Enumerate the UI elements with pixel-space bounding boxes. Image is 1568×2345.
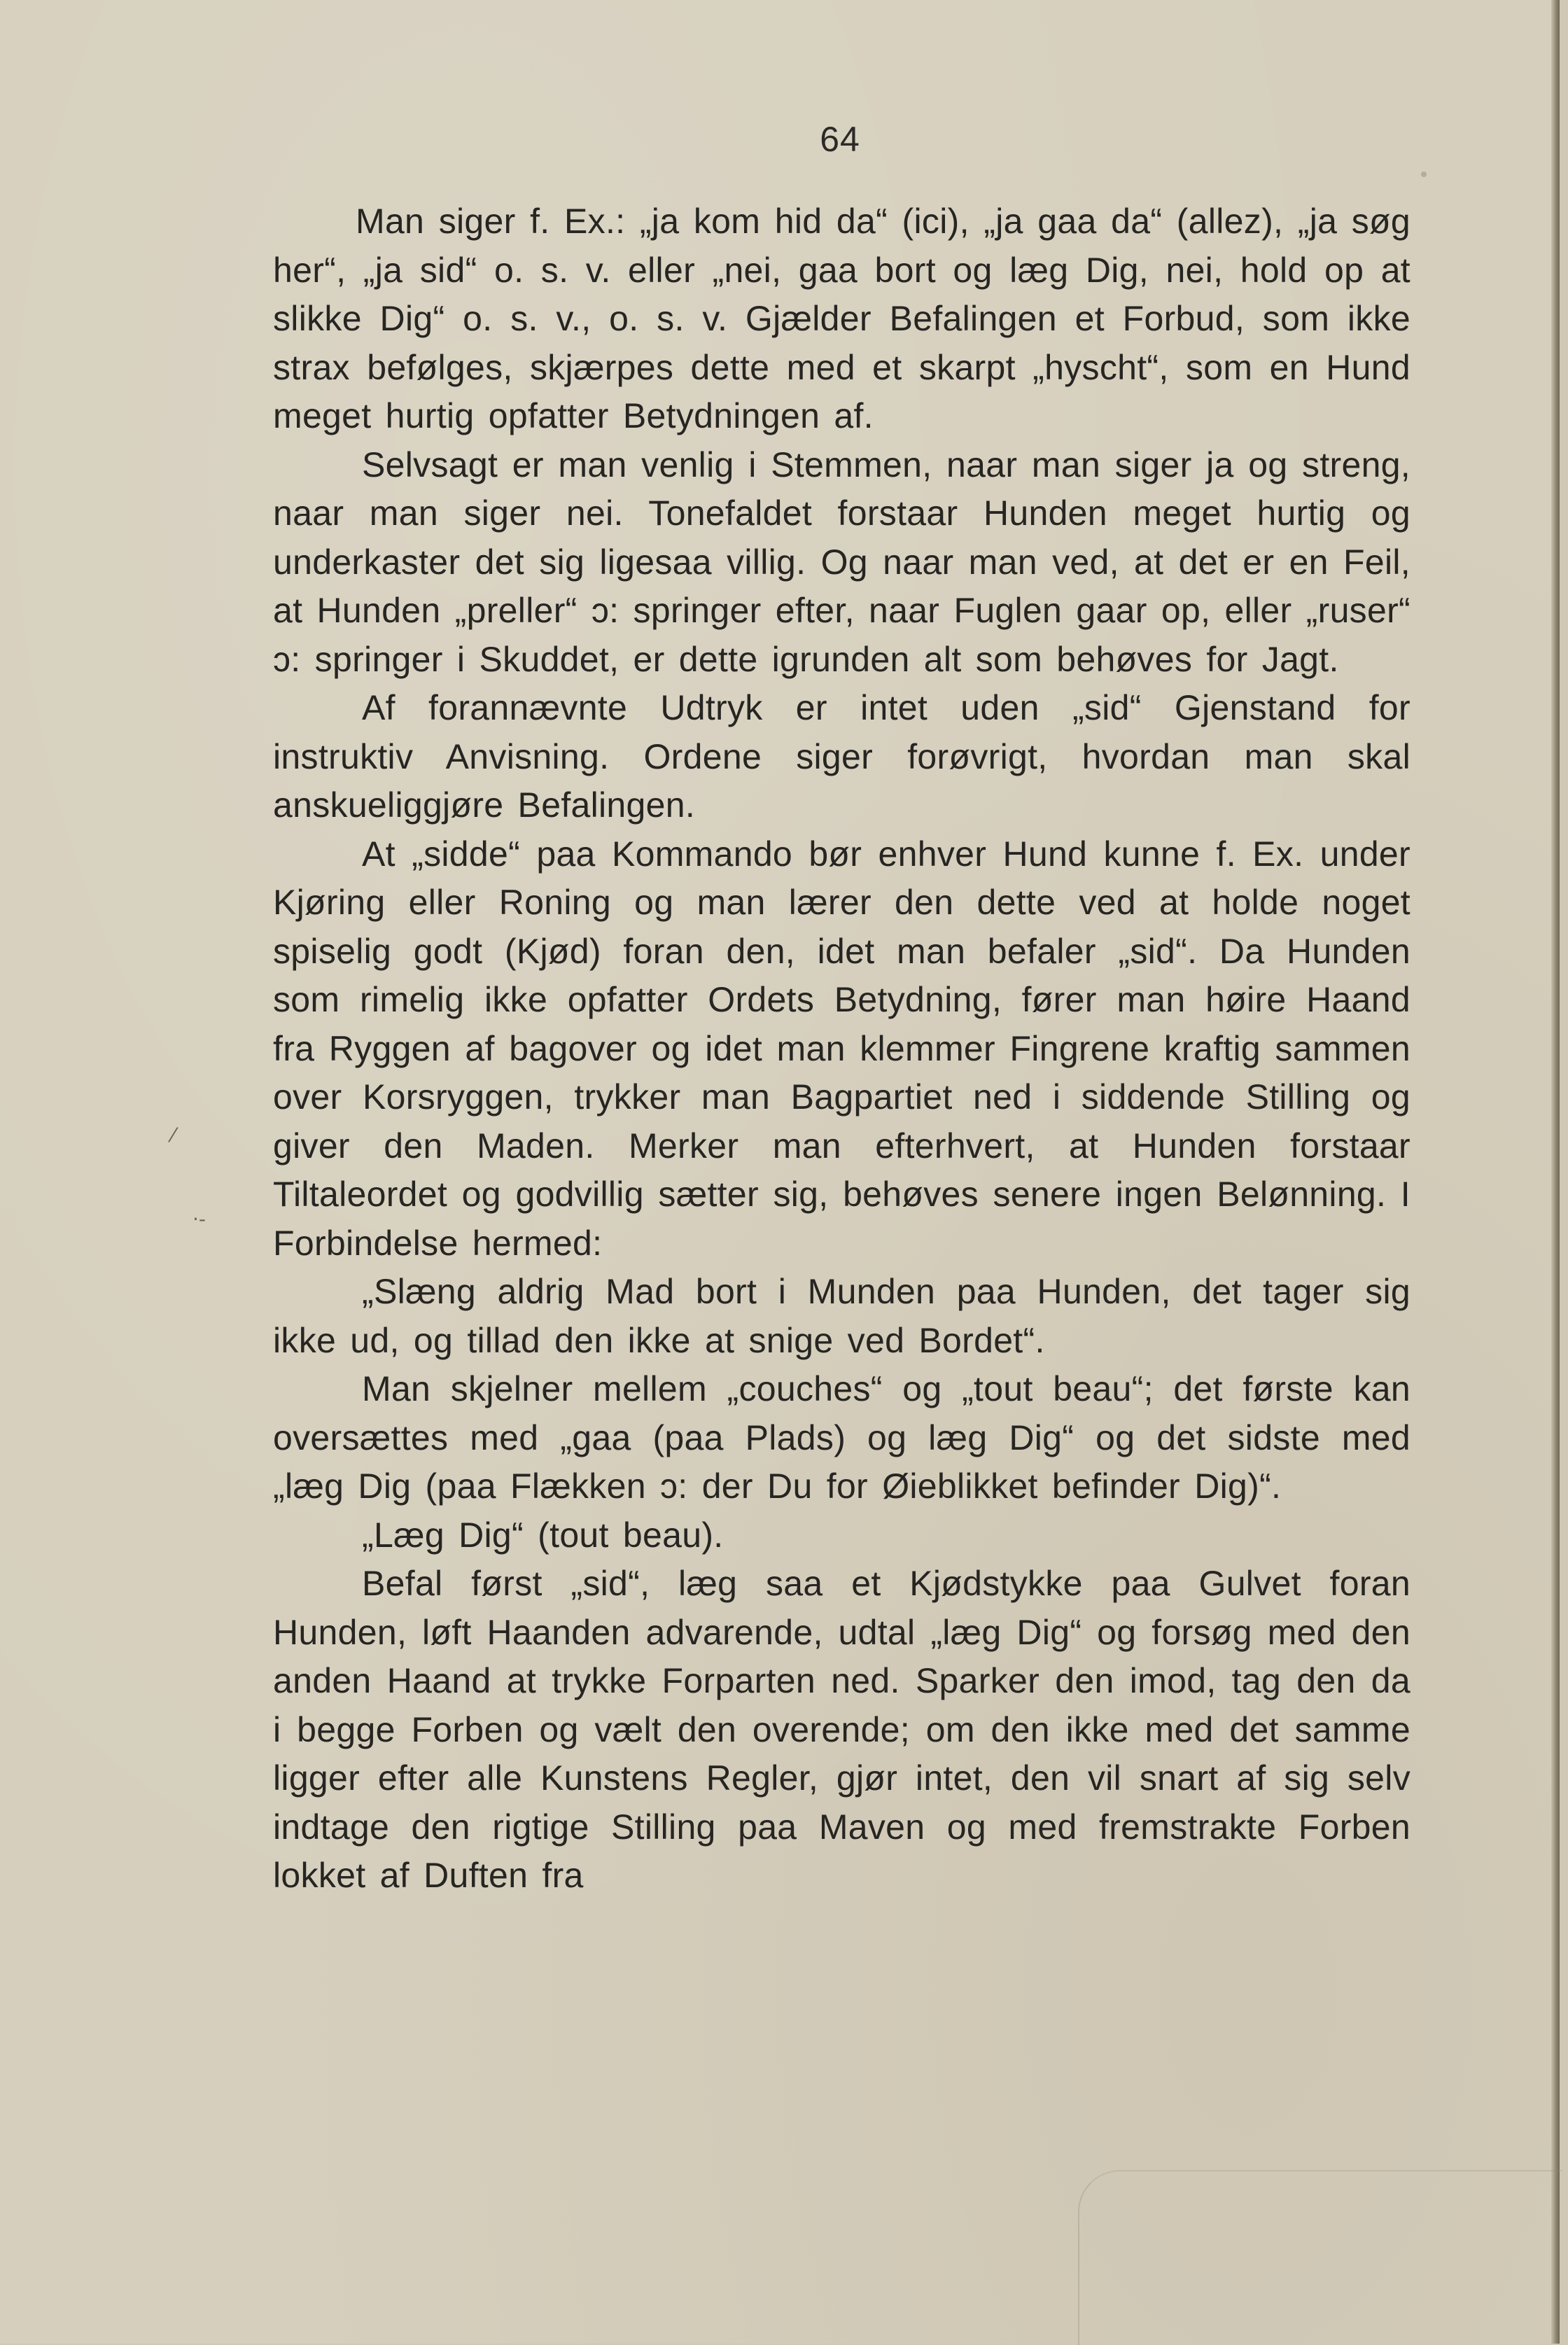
page-number: 64 (820, 120, 860, 159)
margin-pencil-mark: ⁄ (172, 1124, 175, 1147)
paper-speck (1421, 172, 1427, 177)
paragraph-laeg-dig-method: Befal først „sid“, læg saa et Kjødstykke paa Gulvet foran Hunden, løft Haanden advarende, udtal „læg Dig“ og forsøg med den anden Haand at trykke Forparten ned. Sparker den imod, tag den da i begge Forben og vælt den overende; om den ikke med det samme ligger efter alle Kunstens Regler, gjør intet, den vil snart af sig selv indtage den rigtige Stilling paa Maven og med fremstrakte Forben lokket af Duften fra (273, 1564, 1410, 1895)
margin-pencil-mark: ·- (192, 1208, 206, 1231)
body-text (273, 197, 1410, 1900)
paragraph-commands: Man siger f. Ex.: „ja kom hid da“ (ici), „ja gaa da“ (allez), „ja søg her“, „ja sid“ o. s. v. eller „nei, gaa bort og læg Dig, nei, hold op at slikke Dig“ o. s. v., o. s. v. Gjælder Befalingen et Forbud, som ikke strax befølges, skjærpes dette med et skarpt „hyscht“, som en Hund meget hurtig opfatter Betydningen af. (273, 202, 1410, 435)
paragraph-sit-command: At „sidde“ paa Kommando bør enhver Hund kunne f. Ex. under Kjøring eller Roning og man lærer den dette ved at holde noget spiselig godt (Kjød) foran den, idet man befaler „sid“. Da Hunden som rimelig ikke opfatter Ordets Betydning, fører man høire Haand fra Ryggen af bagover og idet man klemmer Fingrene kraftig sammen over Korsryggen, trykker man Bagpartiet ned i siddende Stilling og giver den Maden. Merker man efterhvert, at Hunden forstaar Tiltaleordet og godvillig sætter sig, behøves senere ingen Belønning. I Forbindelse hermed: (273, 834, 1410, 1263)
paragraph-instruction: Af forannævnte Udtryk er intet uden „sid“ Gjenstand for instruktiv Anvisning. Ordene siger forøvrigt, hvordan man skal anskueliggjøre Befalingen. (273, 688, 1410, 825)
paper-stain (1078, 2170, 1562, 2345)
page-edge (1551, 0, 1560, 2344)
paragraph-laeg-dig-heading: „Læg Dig“ (tout beau). (362, 1515, 724, 1555)
paragraph-food-rule: „Slæng aldrig Mad bort i Munden paa Hunden, det tager sig ikke ud, og tillad den ikke at snige ved Bordet“. (273, 1272, 1410, 1360)
paragraph-tone: Selvsagt er man venlig i Stemmen, naar man siger ja og streng, naar man siger nei. Tonefaldet forstaar Hunden meget hurtig og underkaster det sig ligesaa villig. Og naar man ved, at det er en Feil, at Hunden „preller“ ɔ: springer efter, naar Fuglen gaar op, eller „ruser“ ɔ: springer i Skuddet, er dette igrunden alt som behøves for Jagt. (273, 444, 1410, 679)
paragraph-couches-tout-beau: Man skjelner mellem „couches“ og „tout beau“; det første kan oversættes med „gaa (paa Plads) og læg Dig“ og det sidste med „læg Dig (paa Flækken ɔ: der Du for Øieblikket befinder Dig)“. (273, 1369, 1410, 1506)
